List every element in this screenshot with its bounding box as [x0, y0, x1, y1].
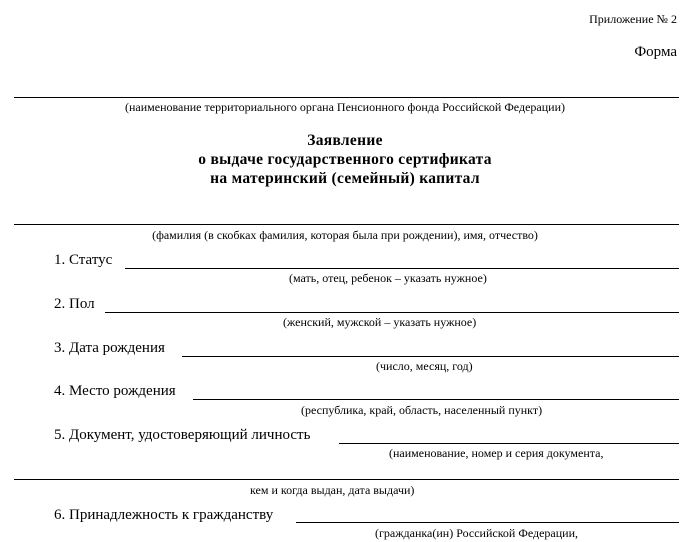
birth-date-underline: [182, 356, 679, 357]
birth-place-underline: [193, 399, 679, 400]
birth-place-input[interactable]: [193, 381, 679, 399]
identity-document-input[interactable]: [339, 425, 679, 443]
title-line-2: о выдаче государственного сертификата: [198, 151, 492, 168]
applicant-name-underline: [14, 224, 679, 225]
birth-place-label: 4. Место рождения: [54, 383, 176, 399]
citizenship-underline: [296, 522, 679, 523]
identity-document-label: 5. Документ, удостоверяющий личность: [54, 427, 311, 443]
identity-document-underline: [339, 443, 679, 444]
status-caption: (мать, отец, ребенок – указать нужное): [289, 271, 487, 285]
status-input[interactable]: [125, 250, 679, 268]
gender-input[interactable]: [105, 294, 679, 312]
applicant-name-input[interactable]: [14, 206, 679, 224]
status-label: 1. Статус: [54, 252, 113, 268]
birth-place-caption: (республика, край, область, населенный пункт): [301, 403, 543, 417]
birth-date-input[interactable]: [182, 338, 679, 356]
identity-document-issuer-underline: [14, 479, 679, 480]
gender-label: 2. Пол: [54, 296, 95, 312]
title-line-1: Заявление: [307, 132, 383, 149]
applicant-name-caption: (фамилия (в скобках фамилия, которая была при рождении), имя, отчество): [152, 228, 538, 242]
identity-document-issuer-caption: кем и когда выдан, дата выдачи): [250, 483, 415, 497]
citizenship-caption: (гражданка(ин) Российской Федерации,: [375, 526, 579, 540]
citizenship-label: 6. Принадлежность к гражданству: [54, 507, 274, 523]
territorial-organ-caption: (наименование территориального органа Пенсионного фонда Российской Федерации): [124, 100, 565, 114]
appendix-label: Приложение № 2: [589, 12, 677, 26]
status-underline: [125, 268, 679, 269]
identity-document-caption: (наименование, номер и серия документа,: [389, 446, 604, 460]
document-title: [0, 131, 690, 188]
territorial-organ-underline: [14, 97, 679, 98]
form-label: Форма: [634, 44, 677, 60]
birth-date-label: 3. Дата рождения: [54, 340, 165, 356]
citizenship-input[interactable]: [296, 504, 679, 522]
birth-date-caption: (число, месяц, год): [376, 359, 473, 373]
identity-document-issuer-input[interactable]: [14, 461, 679, 479]
territorial-organ-input[interactable]: [14, 79, 679, 97]
gender-underline: [105, 312, 679, 313]
gender-caption: (женский, мужской – указать нужное): [283, 315, 477, 329]
title-line-3: на материнский (семейный) капитал: [210, 170, 480, 187]
